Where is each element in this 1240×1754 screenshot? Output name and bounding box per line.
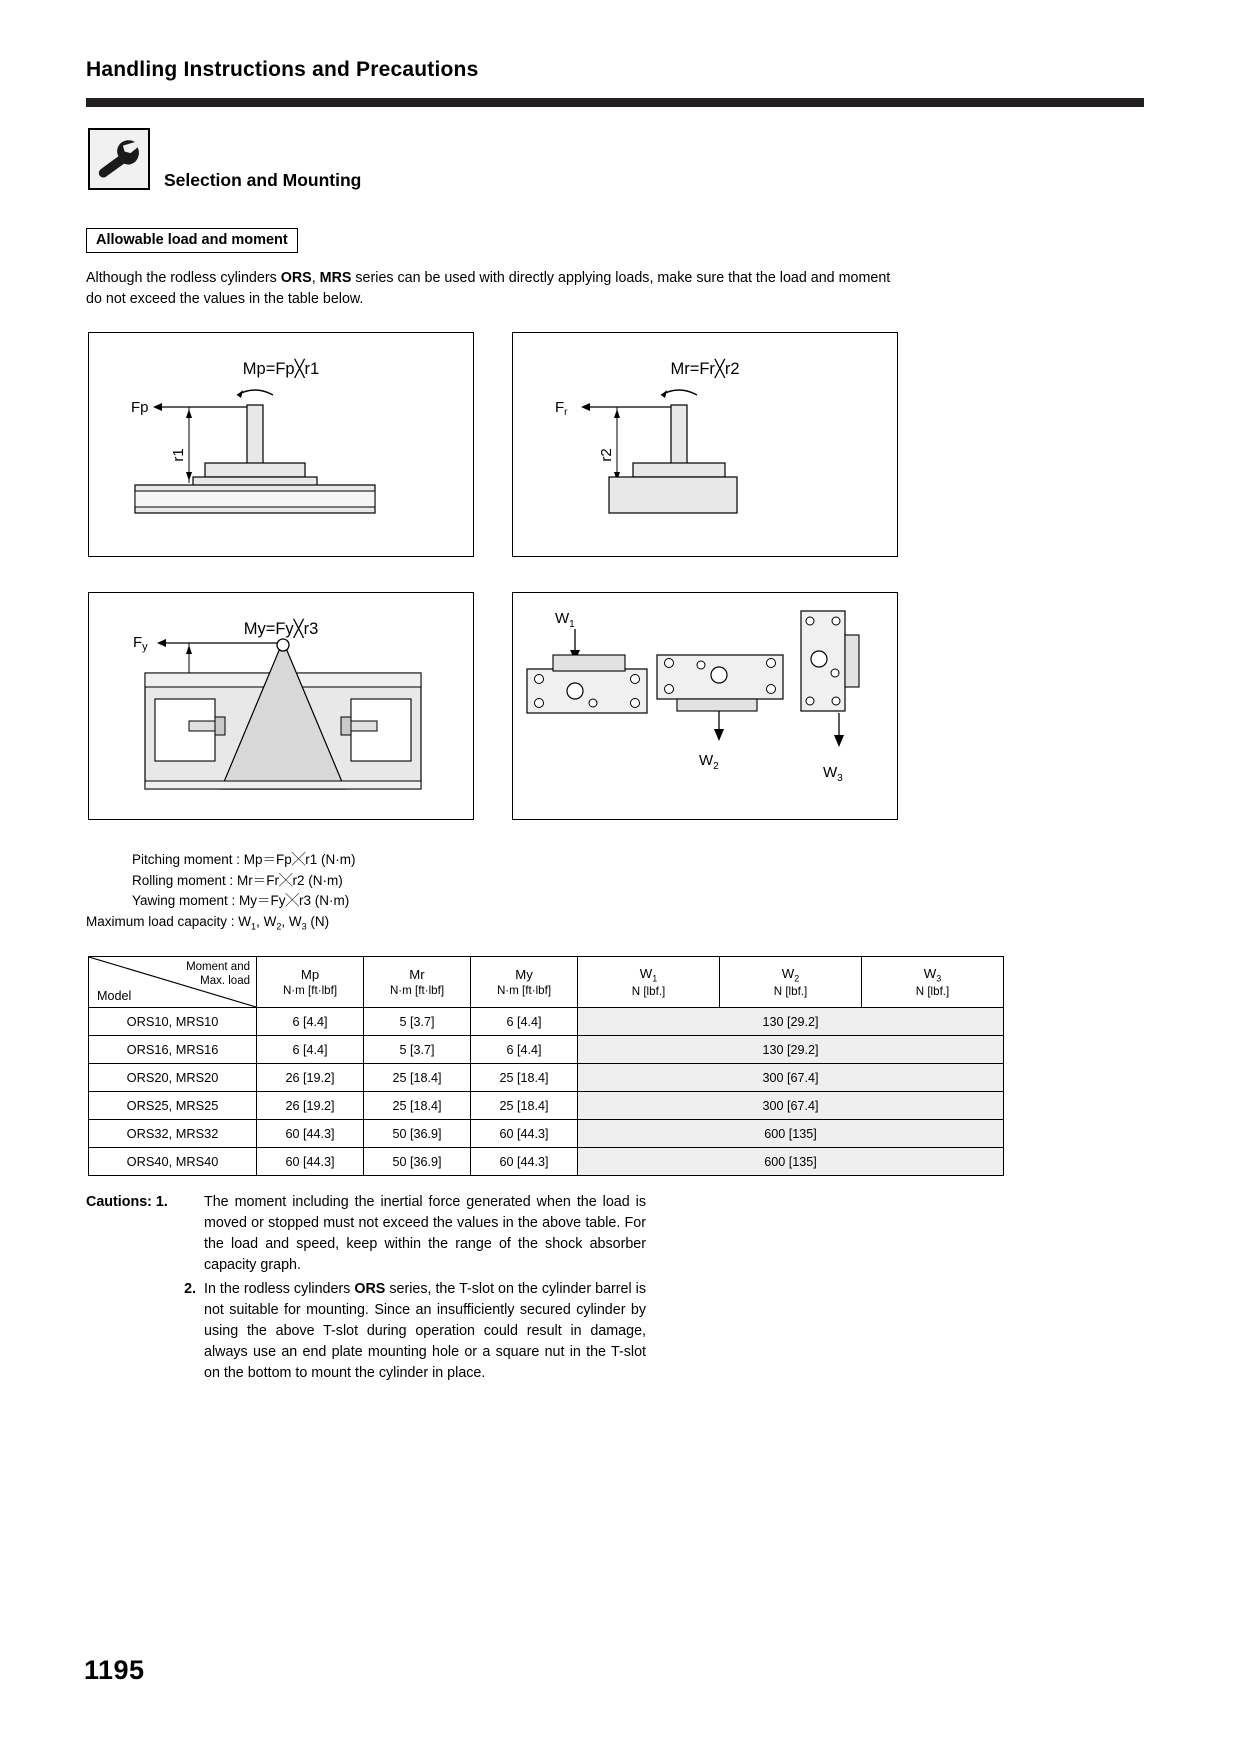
- cell-mr: 50 [36.9]: [364, 1148, 471, 1176]
- legend-line-pitching: Pitching moment : Mp＝Fp╳r1 (N·m): [132, 852, 356, 867]
- table-row: [89, 1008, 1004, 1036]
- caution-item-1: [86, 1192, 646, 1277]
- intro-paragraph: [86, 268, 896, 309]
- cell-mp: 6 [4.4]: [257, 1008, 364, 1036]
- page-title: Handling Instructions and Precautions: [86, 58, 479, 81]
- svg-text:W3: $W_3$: [823, 764, 843, 784]
- rolling-moment-figure: [512, 332, 898, 557]
- cautions-block: [86, 1192, 646, 1384]
- cell-mr: 25 [18.4]: [364, 1064, 471, 1092]
- svg-text:W1: $W_1$: [555, 610, 575, 630]
- header-w1: $W_1$ N [lbf.]: [578, 957, 720, 1008]
- caution2-bold-ors: ORS: [354, 1280, 386, 1297]
- intro-bold-ors: ORS: [280, 270, 312, 286]
- pitching-moment-caption: Mp=Fp╳r1: [242, 360, 320, 378]
- cell-model: ORS16, MRS16: [89, 1036, 257, 1064]
- table-row: [89, 1092, 1004, 1120]
- legend-line-yawing: Yawing moment : My＝Fy╳r3 (N·m): [132, 893, 350, 909]
- cell-w: 130 [29.2]: [578, 1008, 1004, 1036]
- intro-text-1: Although the rodless cylinders: [86, 270, 281, 286]
- header-w3: $W_3$ N [lbf.]: [862, 957, 1004, 1008]
- svg-text:r2: r2: [598, 448, 615, 462]
- cell-my: 6 [4.4]: [471, 1036, 578, 1064]
- cell-mr: 50 [36.9]: [364, 1120, 471, 1148]
- cell-model: ORS25, MRS25: [89, 1092, 257, 1120]
- cell-my: 60 [44.3]: [471, 1148, 578, 1176]
- cell-mp: 6 [4.4]: [257, 1036, 364, 1064]
- caution-number-2: 2.: [184, 1280, 196, 1297]
- cell-mp: 60 [44.3]: [257, 1148, 364, 1176]
- cell-model: ORS40, MRS40: [89, 1148, 257, 1176]
- cell-w: 300 [67.4]: [578, 1064, 1004, 1092]
- table-row: [89, 1148, 1004, 1176]
- yawing-moment-caption: My=Fy╳r3: [243, 620, 319, 638]
- legend-line-rolling: Rolling moment : Mr＝Fr╳r2 (N·m): [132, 872, 343, 888]
- caution2-text-a: In the rodless cylinders: [204, 1280, 355, 1297]
- table-row: [89, 1064, 1004, 1092]
- cell-my: 25 [18.4]: [471, 1064, 578, 1092]
- svg-text:Fr: $F_r$: [555, 399, 568, 418]
- cell-model: ORS10, MRS10: [89, 1008, 257, 1036]
- svg-text:W2: $W_2$: [699, 752, 719, 772]
- wrench-icon: [88, 128, 150, 190]
- cell-w: 600 [135]: [578, 1120, 1004, 1148]
- corner-bottom-label: Model: [97, 989, 132, 1003]
- pitching-moment-figure: [88, 332, 474, 557]
- cell-my: 6 [4.4]: [471, 1008, 578, 1036]
- header-w2: $W_2$ N [lbf.]: [720, 957, 862, 1008]
- yawing-moment-figure: [88, 592, 474, 820]
- header-my: My N·m [ft·lbf]: [471, 957, 578, 1008]
- caution-item-2: [86, 1279, 646, 1385]
- cell-model: ORS20, MRS20: [89, 1064, 257, 1092]
- subsection-title: Allowable load and moment: [86, 228, 298, 253]
- caution-text-2: [204, 1279, 646, 1385]
- max-load-figure: [512, 592, 898, 820]
- header-divider: [86, 98, 1144, 107]
- cell-my: 60 [44.3]: [471, 1120, 578, 1148]
- svg-text:Fp: Fp: [131, 399, 149, 416]
- cell-mr: 5 [3.7]: [364, 1008, 471, 1036]
- figure-legend: [86, 850, 356, 934]
- caution-text-1: The moment including the inertial force generated when the load is moved or stopped must not exceed the values in the above table. For the load and speed, keep within the range of the shock absorber capacity graph.: [204, 1194, 646, 1274]
- cell-w: 130 [29.2]: [578, 1036, 1004, 1064]
- page-number: 1195: [84, 1655, 145, 1685]
- svg-text:r1: r1: [170, 448, 187, 462]
- corner-top-label: Moment and Max. load: [186, 961, 250, 988]
- cell-mp: 26 [19.2]: [257, 1092, 364, 1120]
- caution2-text-b: series, the T-slot on the cylinder barrel is not suitable for mounting. Since an insufficiently secured cylinder by using the above T-slot during operation could result in damage, always use an end plate mounting hole or a square nut in the T-slot on the bottom to mount the cylinder in place.: [204, 1280, 647, 1382]
- section-title: Selection and Mounting: [164, 170, 362, 190]
- intro-bold-mrs: MRS: [319, 270, 352, 286]
- intro-text-2: ,: [311, 270, 320, 286]
- intro-text-3: series can be used with directly applying loads, make sure that the load and moment do not exceed the values in the table below.: [86, 270, 891, 307]
- rolling-moment-caption: Mr=Fr╳r2: [670, 360, 740, 378]
- header-mr: Mr N·m [ft·lbf]: [364, 957, 471, 1008]
- cell-w: 300 [67.4]: [578, 1092, 1004, 1120]
- svg-text:Fy: $F_y$: [133, 634, 148, 653]
- table-row: [89, 1036, 1004, 1064]
- allowable-load-table: [88, 956, 950, 1176]
- cell-my: 25 [18.4]: [471, 1092, 578, 1120]
- header-mp: Mp N·m [ft·lbf]: [257, 957, 364, 1008]
- table-corner-header: [89, 957, 257, 1008]
- cell-mp: 60 [44.3]: [257, 1120, 364, 1148]
- cell-w: 600 [135]: [578, 1148, 1004, 1176]
- cell-mp: 26 [19.2]: [257, 1064, 364, 1092]
- cautions-label: Cautions: 1.: [86, 1194, 168, 1210]
- legend-line-maxload: Maximum load capacity : $W_1$, $W_2$, $W_3$ (N): [86, 913, 330, 932]
- cell-mr: 5 [3.7]: [364, 1036, 471, 1064]
- cell-model: ORS32, MRS32: [89, 1120, 257, 1148]
- table-row: [89, 1120, 1004, 1148]
- cell-mr: 25 [18.4]: [364, 1092, 471, 1120]
